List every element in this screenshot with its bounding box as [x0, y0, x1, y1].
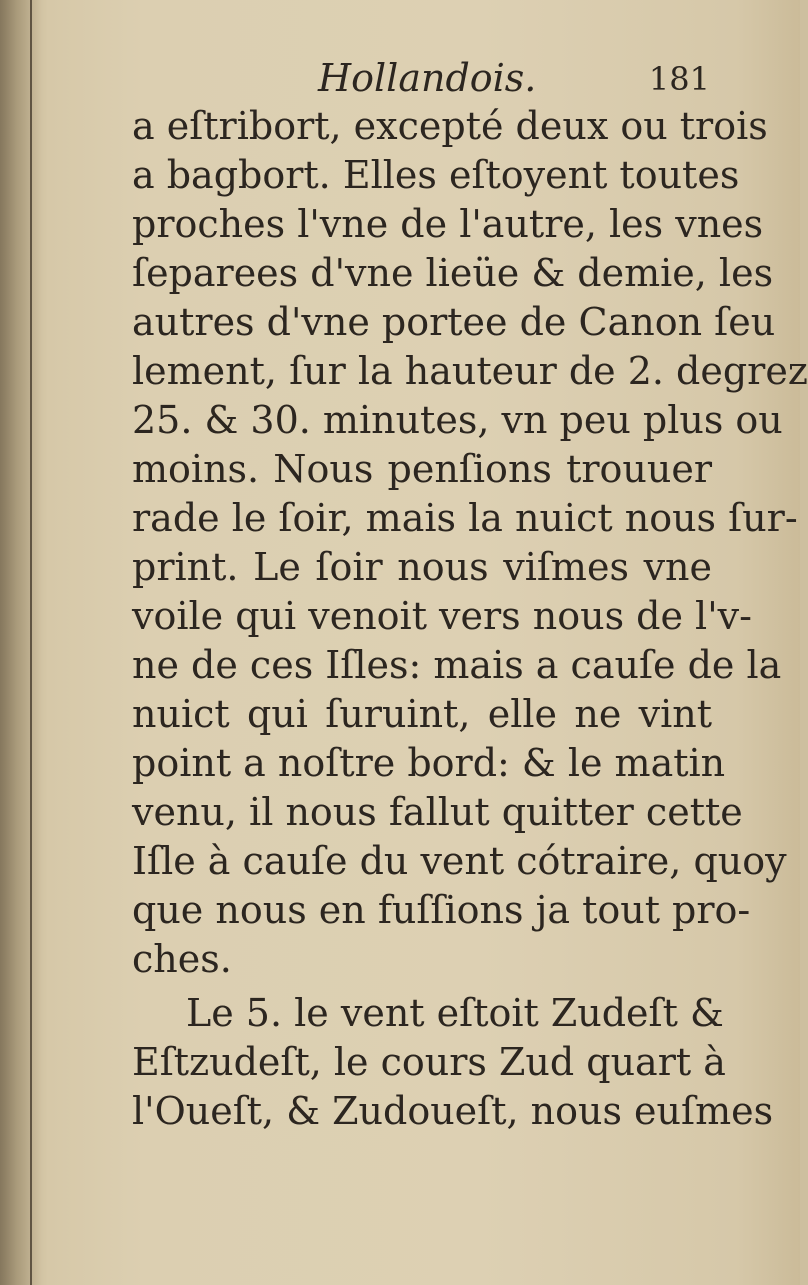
page-header: [130, 56, 710, 106]
text-line: a bagbort. Elles eſtoyent toutes: [132, 153, 740, 197]
text-line: a eſtribort, excepté deux ou trois: [132, 104, 768, 148]
text-line: ſeparees d'vne lieüe & demie, les: [132, 251, 774, 295]
gutter-shadow: [0, 0, 42, 1285]
text-line: l'Oueſt, & Zudoueſt, nous euſmes: [132, 1089, 774, 1133]
text-line: que nous en fuſſions ja tout pro-: [132, 888, 751, 932]
text-line: ne de ces Iſles: mais a cauſe de la: [132, 643, 782, 687]
page-edge-line: [30, 0, 32, 1285]
text-line: 25. & 30. minutes, vn peu plus ou: [132, 398, 783, 442]
text-line: Le 5. le vent eſtoit Zudeſt &: [186, 991, 724, 1035]
text-line: Iſle à cauſe du vent cótraire, quoy: [132, 839, 787, 883]
running-title: Hollandois.: [318, 56, 537, 100]
page-number: 181: [648, 60, 710, 98]
body-text: [132, 102, 808, 1136]
text-line: print. Le ſoir nous viſmes vne: [132, 545, 712, 589]
text-line: lement, ſur la hauteur de 2. degrez: [132, 349, 808, 393]
text-line: moins. Nous penſions trouuer: [132, 447, 712, 491]
text-line: voile qui venoit vers nous de l'v-: [132, 594, 752, 638]
text-line: proches l'vne de l'autre, les vnes: [132, 202, 764, 246]
text-line: ches.: [132, 937, 232, 981]
text-line: rade le ſoir, mais la nuict nous ſur-: [132, 496, 798, 540]
text-line: venu, il nous fallut quitter cette: [132, 790, 743, 834]
text-line: autres d'vne portee de Canon ſeu: [132, 300, 776, 344]
text-line: nuict qui ſuruint, elle ne vint: [132, 692, 712, 736]
text-line: point a noſtre bord: & le matin: [132, 741, 726, 785]
text-line: Eſtzudeſt, le cours Zud quart à: [132, 1040, 726, 1084]
